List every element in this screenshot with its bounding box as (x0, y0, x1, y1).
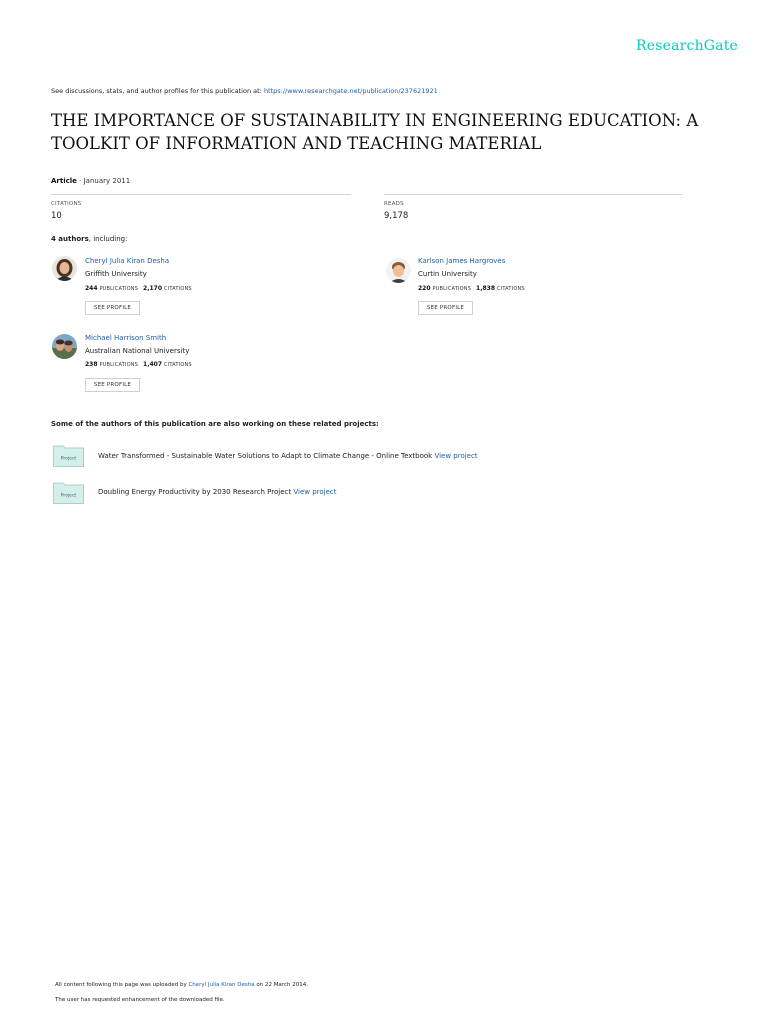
author-3-stats (85, 361, 195, 368)
title-line-2: TOOLKIT OF INFORMATION AND TEACHING MATERIAL (51, 134, 542, 153)
reads-value: 9,178 (384, 211, 409, 221)
uploader-link[interactable]: Cheryl Julia Kiran Desha (188, 982, 255, 988)
avatar-author-2[interactable] (386, 258, 411, 283)
author-2-see-profile-button[interactable]: SEE PROFILE (418, 301, 473, 315)
author-2-institution: Curtin University (418, 270, 477, 278)
folder-icon (53, 444, 84, 467)
author-2-publications-unit: PUBLICATIONS (432, 286, 472, 292)
project-1-title: Water Transformed - Sustainable Water Solutions to Adapt to Climate Change - Online Textbook (98, 452, 433, 460)
author-3-publications: 238 (85, 361, 98, 368)
upload-suffix: on 22 March 2014. (256, 982, 308, 988)
author-1-stats (85, 285, 195, 292)
author-3-name[interactable]: Michael Harrison Smith (85, 334, 167, 342)
project-icon-label: Project (60, 456, 77, 462)
publication-type: Article (51, 177, 77, 185)
project-icon-label: Project (60, 493, 77, 499)
upload-prefix: All content following this page was uploaded by (55, 982, 187, 988)
enhancement-note: The user has requested enhancement of the downloaded file. (55, 997, 225, 1003)
project-1 (98, 452, 478, 460)
reads-divider (384, 194, 683, 195)
author-1-citations-unit: CITATIONS (163, 286, 192, 292)
project-2 (98, 488, 337, 496)
authors-suffix: , including: (88, 235, 128, 243)
author-1-citations: 2,170 (143, 285, 163, 292)
author-2-citations: 1,838 (476, 285, 496, 292)
avatar-image-2 (386, 258, 411, 283)
researchgate-logo[interactable]: ResearchGate (636, 38, 739, 54)
author-3-citations-unit: CITATIONS (163, 362, 192, 368)
author-3-institution: Australian National University (85, 347, 190, 355)
author-3-citations: 1,407 (143, 361, 163, 368)
author-1-publications-unit: PUBLICATIONS (99, 286, 139, 292)
avatar-author-1[interactable] (52, 256, 77, 281)
author-3-publications-unit: PUBLICATIONS (99, 362, 139, 368)
author-1-name[interactable]: Cheryl Julia Kiran Desha (85, 257, 170, 265)
project-1-view-link[interactable]: View project (434, 452, 478, 460)
author-2-stats (418, 285, 528, 292)
citations-label: CITATIONS (51, 201, 82, 207)
citations-divider (51, 194, 351, 195)
project-folder-icon[interactable] (53, 444, 84, 467)
author-2-name[interactable]: Karlson James Hargroves (418, 257, 506, 265)
author-1-see-profile-button[interactable]: SEE PROFILE (85, 301, 140, 315)
project-2-title: Doubling Energy Productivity by 2030 Research Project (98, 488, 292, 496)
project-folder-icon[interactable] (53, 481, 84, 504)
author-3-see-profile-button[interactable]: SEE PROFILE (85, 378, 140, 392)
avatar-image-3 (52, 334, 77, 359)
project-2-view-link[interactable]: View project (293, 488, 337, 496)
upload-note (55, 982, 308, 988)
author-2-publications: 220 (418, 285, 431, 292)
author-1-publications: 244 (85, 285, 98, 292)
publication-date: · January 2011 (79, 177, 131, 185)
publication-url-link[interactable]: https://www.researchgate.net/publication/237621921 (263, 87, 438, 95)
avatar-author-3[interactable] (52, 334, 77, 359)
author-2-citations-unit: CITATIONS (496, 286, 525, 292)
citations-value: 10 (51, 211, 62, 221)
avatar-image-1 (52, 256, 77, 281)
intro-text: See discussions, stats, and author profiles for this publication at: (51, 87, 264, 95)
author-1-institution: Griffith University (85, 270, 147, 278)
publication-meta (51, 177, 130, 185)
related-projects-heading: Some of the authors of this publication are also working on these related projects: (51, 420, 379, 428)
authors-heading (51, 235, 127, 243)
title-line-1: THE IMPORTANCE OF SUSTAINABILITY IN ENGINEERING EDUCATION: A (51, 111, 699, 130)
authors-count: 4 authors (51, 235, 89, 243)
publication-title (51, 109, 701, 155)
intro-line (51, 87, 438, 95)
folder-icon (53, 481, 84, 504)
reads-label: READS (384, 201, 404, 207)
